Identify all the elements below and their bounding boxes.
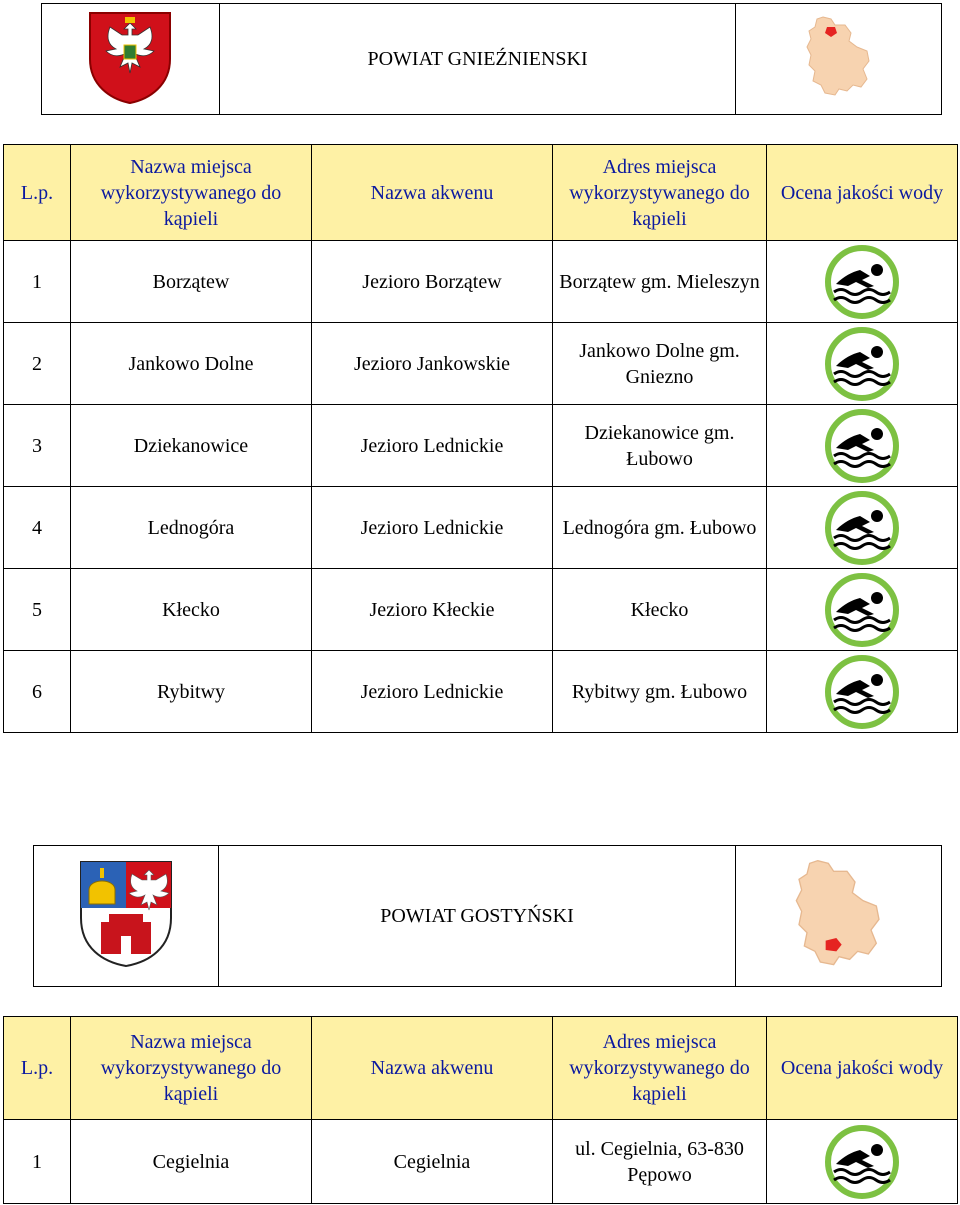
gostyn-crest-icon xyxy=(79,860,173,968)
map-cell xyxy=(736,846,942,987)
cell-place: Rybitwy xyxy=(71,651,312,733)
table-header-row xyxy=(4,145,958,241)
gniezno-crest-icon xyxy=(86,9,174,105)
header-water: Nazwa akwenu xyxy=(312,1017,553,1120)
banner-gostyn xyxy=(33,845,942,987)
cell-water: Jezioro Borzątew xyxy=(312,241,553,323)
cell-address: Jankowo Dolne gm. Gniezno xyxy=(553,323,767,405)
header-lp: L.p. xyxy=(4,1017,71,1120)
table-row xyxy=(4,1120,958,1204)
cell-water: Jezioro Lednickie xyxy=(312,651,553,733)
cell-address: Dziekanowice gm. Łubowo xyxy=(553,405,767,487)
table-row xyxy=(4,569,958,651)
cell-water: Cegielnia xyxy=(312,1120,553,1204)
powiat-title: POWIAT GOSTYŃSKI xyxy=(218,846,735,987)
header-lp: L.p. xyxy=(4,145,71,241)
cell-place: Dziekanowice xyxy=(71,405,312,487)
cell-lp: 5 xyxy=(4,569,71,651)
header-quality: Ocena jakości wody xyxy=(767,145,958,241)
table-row xyxy=(4,405,958,487)
cell-lp: 1 xyxy=(4,1120,71,1204)
cell-water: Jezioro Jankowskie xyxy=(312,323,553,405)
cell-water: Jezioro Lednickie xyxy=(312,487,553,569)
cell-quality xyxy=(767,487,958,569)
bathing-sites-table-gostyn xyxy=(3,1016,958,1204)
table-row xyxy=(4,487,958,569)
crest-cell xyxy=(34,846,219,987)
map-cell xyxy=(736,4,942,115)
swimming-allowed-icon xyxy=(822,488,902,568)
cell-lp: 2 xyxy=(4,323,71,405)
cell-place: Kłecko xyxy=(71,569,312,651)
swimming-allowed-icon xyxy=(822,570,902,650)
cell-lp: 6 xyxy=(4,651,71,733)
table-row xyxy=(4,651,958,733)
wielkopolska-map-icon xyxy=(803,13,875,101)
swimming-allowed-icon xyxy=(822,242,902,322)
cell-address: Lednogóra gm. Łubowo xyxy=(553,487,767,569)
cell-quality xyxy=(767,405,958,487)
cell-address: ul. Cegielnia, 63-830 Pępowo xyxy=(553,1120,767,1204)
cell-quality xyxy=(767,651,958,733)
cell-quality xyxy=(767,569,958,651)
cell-lp: 1 xyxy=(4,241,71,323)
swimming-allowed-icon xyxy=(822,324,902,404)
table-row xyxy=(4,323,958,405)
cell-lp: 3 xyxy=(4,405,71,487)
header-address: Adres miejsca wykorzystywanego do kąpieli xyxy=(553,145,767,241)
cell-address: Borzątew gm. Mieleszyn xyxy=(553,241,767,323)
cell-lp: 4 xyxy=(4,487,71,569)
header-place: Nazwa miejsca wykorzystywanego do kąpieli xyxy=(71,145,312,241)
wielkopolska-map-icon xyxy=(791,855,887,973)
cell-quality xyxy=(767,241,958,323)
cell-address: Kłecko xyxy=(553,569,767,651)
bathing-sites-table-gniezno xyxy=(3,144,958,733)
header-address: Adres miejsca wykorzystywanego do kąpieli xyxy=(553,1017,767,1120)
table-row xyxy=(4,241,958,323)
crest-cell xyxy=(42,4,220,115)
header-place: Nazwa miejsca wykorzystywanego do kąpieli xyxy=(71,1017,312,1120)
cell-quality xyxy=(767,323,958,405)
header-water: Nazwa akwenu xyxy=(312,145,553,241)
cell-address: Rybitwy gm. Łubowo xyxy=(553,651,767,733)
swimming-allowed-icon xyxy=(822,652,902,732)
cell-water: Jezioro Lednickie xyxy=(312,405,553,487)
cell-water: Jezioro Kłeckie xyxy=(312,569,553,651)
swimming-allowed-icon xyxy=(822,406,902,486)
banner-gniezno xyxy=(41,3,942,115)
cell-quality xyxy=(767,1120,958,1204)
table-header-row xyxy=(4,1017,958,1120)
swimming-allowed-icon xyxy=(822,1122,902,1202)
cell-place: Cegielnia xyxy=(71,1120,312,1204)
powiat-title: POWIAT GNIEŹNIENSKI xyxy=(219,4,736,115)
cell-place: Lednogóra xyxy=(71,487,312,569)
header-quality: Ocena jakości wody xyxy=(767,1017,958,1120)
cell-place: Borzątew xyxy=(71,241,312,323)
cell-place: Jankowo Dolne xyxy=(71,323,312,405)
